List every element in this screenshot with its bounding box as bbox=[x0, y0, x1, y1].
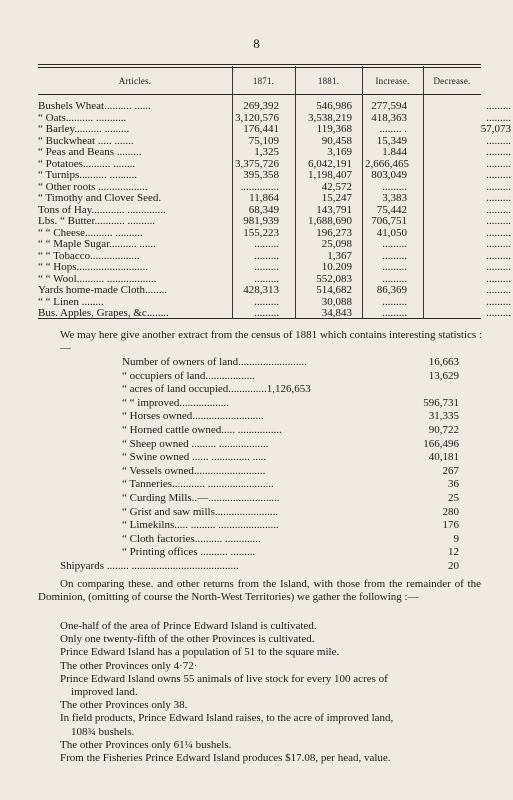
row-label: Bushels Wheat.......... ...... bbox=[38, 100, 151, 112]
stat-value: 36 bbox=[448, 478, 459, 491]
stat-row bbox=[38, 438, 481, 451]
table-row bbox=[38, 203, 511, 216]
row-label: “ “ Wool.......... .................. bbox=[38, 272, 157, 285]
stat-label: “ “ improved.................. bbox=[122, 396, 229, 409]
cell-decrease: ......... bbox=[486, 238, 511, 250]
cell-increase: ......... bbox=[382, 295, 407, 308]
stat-row bbox=[38, 370, 481, 383]
stat-row bbox=[38, 410, 481, 423]
cell-decrease: ......... bbox=[486, 249, 511, 262]
cell-increase: ......... bbox=[382, 238, 407, 250]
cell-1881: 119,368 bbox=[316, 123, 352, 135]
cell-increase: 3,383 bbox=[382, 192, 407, 204]
cell-1871: 176,441 bbox=[243, 123, 279, 135]
stat-value: 280 bbox=[442, 505, 459, 518]
cell-increase: 706,751 bbox=[371, 215, 407, 227]
cell-increase: ......... bbox=[382, 261, 407, 273]
cell-increase: 803,049 bbox=[371, 169, 407, 181]
stat-value: 176 bbox=[442, 519, 459, 532]
table-row bbox=[38, 272, 511, 285]
row-label: “ Turnips.......... .......... bbox=[38, 169, 138, 181]
cell-decrease: ......... bbox=[486, 261, 511, 273]
stat-label: “ Curding Mills..—.......................... bbox=[122, 492, 280, 504]
fact-line: Only one twenty-fifth of the other Provinces is cultivated. bbox=[60, 633, 315, 646]
cell-1871: ......... bbox=[254, 272, 279, 285]
fact-line: 108¾ bushels. bbox=[60, 725, 135, 738]
cell-1881: 3,538,219 bbox=[308, 111, 352, 124]
row-label: “ Potatoes.......... ........ bbox=[38, 157, 136, 170]
cell-increase: 15,349 bbox=[376, 134, 407, 147]
cell-increase: 1.844 bbox=[382, 146, 407, 158]
stat-value: 16,663 bbox=[428, 356, 459, 368]
row-label: Lbs. “ Butter........... .......... bbox=[38, 215, 156, 227]
stat-row bbox=[38, 424, 481, 437]
stat-row bbox=[38, 492, 481, 505]
cell-increase: ........ . bbox=[379, 123, 407, 135]
fact-line: Prince Edward Island has a population of 51 to the square mile. bbox=[60, 646, 340, 659]
cell-1871: 75,109 bbox=[248, 134, 279, 147]
comparison-paragraph: On comparing these. and other returns from the Island, with those from the remainder of the Dominion, (omitting of course the North-West Territories) we gather the following :— bbox=[38, 578, 481, 603]
stat-value: 267 bbox=[442, 464, 459, 477]
cell-1881: 15,247 bbox=[321, 192, 352, 204]
cell-decrease: ......... bbox=[486, 272, 511, 285]
cell-1871: 3,120,576 bbox=[235, 111, 279, 124]
stat-row bbox=[38, 451, 481, 464]
cell-1871: 981,939 bbox=[243, 215, 279, 227]
cell-1871: 3,375,726 bbox=[235, 157, 279, 170]
cell-1871: ......... bbox=[254, 295, 279, 308]
table-row bbox=[38, 100, 511, 112]
row-label: “ “ Maple Sugar.......... ...... bbox=[38, 238, 156, 250]
stat-label: “ Vessels owned.......................... bbox=[122, 464, 266, 477]
table-row bbox=[38, 238, 511, 250]
cell-1881: 3,169 bbox=[327, 146, 352, 158]
row-label: “ Timothy and Clover Seed. bbox=[38, 192, 162, 204]
header-increase: Increase. bbox=[375, 76, 410, 86]
stat-row bbox=[38, 383, 481, 396]
cell-1871: 428,313 bbox=[243, 284, 279, 296]
table-row bbox=[38, 134, 511, 147]
cell-1881: 514,682 bbox=[316, 284, 352, 296]
cell-decrease: ......... bbox=[486, 157, 511, 170]
fact-line: improved land. bbox=[60, 686, 138, 698]
table-row bbox=[38, 192, 511, 204]
cell-1881: 552,083 bbox=[316, 272, 352, 285]
cell-1881: 6,042,191 bbox=[308, 157, 352, 170]
table-row bbox=[38, 215, 511, 227]
header-1871: 1871. bbox=[252, 76, 275, 86]
stat-row bbox=[38, 560, 481, 573]
cell-1881: 34,843 bbox=[321, 307, 352, 319]
stat-label: “ Sheep owned ......... .................. bbox=[122, 437, 269, 450]
stat-value: 90,722 bbox=[428, 424, 459, 436]
cell-increase: 2,666,465 bbox=[365, 157, 409, 170]
table-row bbox=[38, 123, 511, 135]
header-articles: Articles. bbox=[118, 76, 152, 86]
cell-decrease: ......... bbox=[486, 100, 511, 112]
cell-decrease: ......... bbox=[486, 307, 511, 319]
cell-increase: 86,369 bbox=[376, 284, 407, 296]
cell-1871: 68,349 bbox=[248, 203, 279, 216]
fact-line: One-half of the area of Prince Edward Island is cultivated. bbox=[60, 620, 317, 632]
cell-decrease: ......... bbox=[486, 295, 511, 308]
cell-1871: ......... bbox=[254, 249, 279, 262]
stat-label: “ Cloth factories.......... ............. bbox=[122, 532, 261, 545]
cell-increase: 75,442 bbox=[376, 203, 407, 216]
row-label: Yards home-made Cloth........ bbox=[38, 284, 168, 296]
cell-1871: 155,223 bbox=[243, 226, 279, 239]
fact-line: In field products, Prince Edward Island raises, to the acre of improved land, bbox=[60, 712, 394, 725]
stat-value: 166,496 bbox=[423, 437, 459, 450]
cell-1881: 1,688,690 bbox=[308, 215, 352, 227]
stats-intro: We may here give another extract from the census of 1881 which contains interesting statistics :— bbox=[60, 329, 482, 354]
cell-1871: 395,358 bbox=[243, 169, 279, 181]
fact-line: Prince Edward Island owns 55 animals of live stock for every 100 acres of bbox=[60, 672, 388, 685]
cell-1871: 1,325 bbox=[254, 146, 279, 158]
row-label: “ “ Hops.......................... bbox=[38, 261, 148, 273]
stat-label: Shipyards ........ ....................................... bbox=[60, 560, 239, 572]
cell-1881: 196,273 bbox=[316, 226, 352, 239]
cell-decrease: ......... bbox=[486, 169, 511, 181]
stat-row bbox=[38, 546, 481, 559]
stat-row bbox=[38, 519, 481, 532]
table-row bbox=[38, 249, 511, 262]
cell-decrease: ......... bbox=[486, 203, 511, 216]
cell-1871: ......... bbox=[254, 261, 279, 273]
stat-value: 31,335 bbox=[428, 410, 459, 423]
stat-value: 20 bbox=[448, 560, 459, 572]
row-label: “ Barley.......... ......... bbox=[38, 123, 130, 135]
cell-1881: 1,367 bbox=[327, 249, 352, 262]
cell-1871: ......... bbox=[254, 238, 279, 250]
table-row bbox=[38, 295, 511, 308]
fact-line: The other Provinces only 4·72· bbox=[60, 659, 198, 672]
stat-value: 25 bbox=[448, 492, 459, 504]
cell-decrease: 57,073 bbox=[480, 123, 511, 135]
cell-increase: ......... bbox=[382, 307, 407, 319]
cell-1871: 11,864 bbox=[249, 192, 279, 204]
cell-decrease: ......... bbox=[486, 134, 511, 147]
row-label: “ Other roots .................. bbox=[38, 180, 148, 193]
row-label: Tons of Hay............ .............. bbox=[38, 203, 166, 216]
table-header-rule bbox=[38, 94, 481, 95]
stat-label: “ Horned cattle owned..... ................ bbox=[122, 424, 282, 436]
cell-increase: ......... bbox=[382, 272, 407, 285]
header-decrease: Decrease. bbox=[433, 76, 471, 86]
stat-label: “ Horses owned.......................... bbox=[122, 410, 264, 423]
stat-value: 40,181 bbox=[428, 451, 459, 464]
row-label: Bus. Apples, Grapes, &c........ bbox=[38, 307, 169, 319]
fact-line: The other Provinces only 38. bbox=[60, 699, 188, 712]
table-row bbox=[38, 157, 511, 170]
table-row bbox=[38, 226, 511, 239]
stat-label: “ Limekilns..... ......... ...................... bbox=[122, 519, 279, 532]
stat-label: “ acres of land occupied..............1,126,653 bbox=[122, 383, 311, 396]
stat-label: “ occupiers of land.................. bbox=[122, 369, 255, 382]
cell-1881: 90,458 bbox=[321, 134, 352, 147]
table-top-rule bbox=[38, 64, 481, 68]
cell-increase: 418,363 bbox=[371, 111, 407, 124]
cell-1881: 1,198,407 bbox=[308, 169, 352, 181]
stat-label: “ Swine owned ...... .............. ..... bbox=[122, 451, 267, 464]
row-label: “ Buckwheat ..... ....... bbox=[38, 134, 134, 147]
row-label: “ “ Tobacco.................. bbox=[38, 249, 140, 262]
cell-1871: 269,392 bbox=[243, 100, 279, 112]
cell-decrease: ......... bbox=[486, 146, 511, 158]
stat-value: 12 bbox=[448, 546, 459, 559]
stat-value: 9 bbox=[453, 532, 459, 545]
cell-increase: ......... bbox=[382, 249, 407, 262]
stat-row bbox=[38, 397, 481, 410]
stat-row bbox=[38, 533, 481, 546]
cell-1871: .............. bbox=[240, 180, 279, 193]
table-row bbox=[38, 261, 511, 273]
table-row bbox=[38, 146, 511, 158]
cell-decrease: ......... bbox=[486, 226, 511, 239]
row-label: “ Oats.......... ........... bbox=[38, 111, 127, 124]
fact-line: The other Provinces only 61¼ bushels. bbox=[60, 738, 232, 751]
cell-1871: ......... bbox=[254, 307, 279, 319]
stat-label: “ Printing offices .......... ......... bbox=[122, 546, 256, 559]
table-bottom-rule bbox=[38, 318, 481, 319]
cell-decrease: ......... bbox=[486, 180, 511, 193]
row-label: “ “ Cheese.......... .......... bbox=[38, 226, 143, 239]
cell-1881: 25,098 bbox=[321, 238, 352, 250]
cell-increase: ......... bbox=[382, 180, 407, 193]
stat-value: 13,629 bbox=[428, 369, 459, 382]
cell-decrease: ......... bbox=[486, 284, 511, 296]
cell-decrease: ......... bbox=[486, 192, 511, 204]
table-row bbox=[38, 180, 511, 193]
header-1881: 1881. bbox=[317, 76, 340, 86]
cell-1881: 30,088 bbox=[321, 295, 352, 308]
cell-decrease: ......... bbox=[486, 111, 511, 124]
table-row bbox=[38, 169, 511, 181]
stat-label: “ Grist and saw mills....................... bbox=[122, 505, 279, 518]
cell-decrease: ......... bbox=[486, 215, 511, 227]
fact-line: From the Fisheries Prince Edward Island produces $17.08, per head, value. bbox=[60, 752, 391, 764]
stat-row bbox=[38, 506, 481, 519]
table-row bbox=[38, 111, 511, 124]
stat-label: “ Tanneries............ ........................ bbox=[122, 478, 274, 491]
cell-increase: 41,050 bbox=[376, 226, 407, 239]
cell-1881: 10.209 bbox=[321, 261, 352, 273]
page-number: 8 bbox=[253, 36, 260, 51]
stat-label: Number of owners of land......................... bbox=[122, 356, 307, 368]
row-label: “ “ Linen ........ bbox=[38, 295, 104, 308]
stat-row bbox=[38, 465, 481, 478]
row-label: “ Peas and Beans ......... bbox=[38, 146, 142, 158]
cell-1881: 42,572 bbox=[321, 180, 352, 193]
stat-value: 596,731 bbox=[423, 396, 459, 409]
cell-1881: 143,791 bbox=[316, 203, 352, 216]
table-row bbox=[38, 284, 511, 296]
stat-row bbox=[38, 356, 481, 369]
cell-1881: 546,986 bbox=[316, 100, 352, 112]
cell-increase: 277,594 bbox=[371, 100, 407, 112]
stat-row bbox=[38, 478, 481, 491]
